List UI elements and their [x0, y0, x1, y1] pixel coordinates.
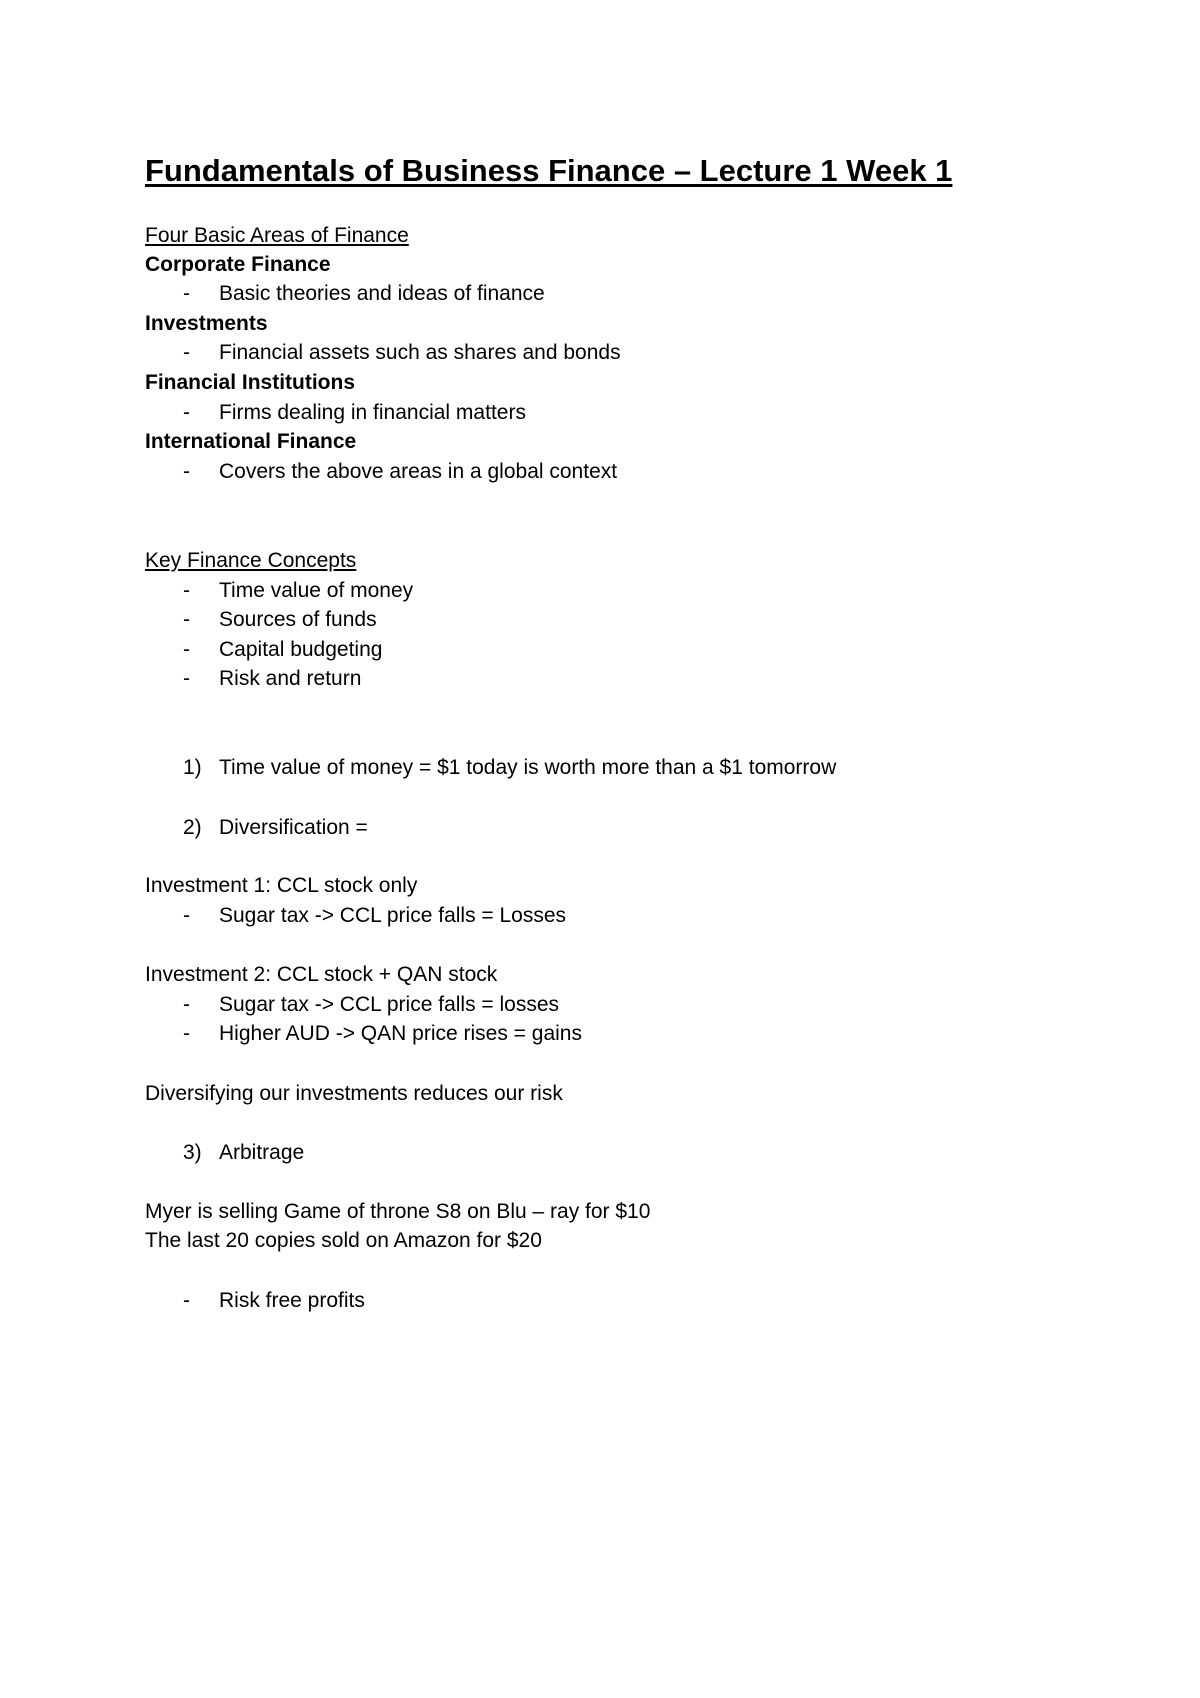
arbitrage-line: Myer is selling Game of throne S8 on Blu – ray for $10 — [145, 1200, 651, 1223]
area-name: Financial Institutions — [145, 371, 356, 394]
area-detail: Basic theories and ideas of finance — [219, 282, 545, 305]
page-title: Fundamentals of Business Finance – Lecture 1 Week 1 — [145, 153, 953, 188]
bullet-dash: - — [183, 460, 190, 483]
numbered-item: Diversification = — [219, 816, 368, 839]
concepts-heading: Key Finance Concepts — [145, 549, 357, 572]
investment-point: Sugar tax -> CCL price falls = Losses — [219, 904, 567, 927]
numbered-item: Arbitrage — [219, 1141, 305, 1164]
arbitrage-point: Risk free profits — [219, 1289, 365, 1312]
bullet-dash: - — [183, 282, 190, 305]
area-detail: Firms dealing in financial matters — [219, 401, 526, 424]
bullet-dash: - — [183, 341, 190, 364]
investment-point: Higher AUD -> QAN price rises = gains — [219, 1022, 582, 1045]
concept-item: Risk and return — [219, 667, 362, 690]
investment-label: Investment 2: CCL stock + QAN stock — [145, 963, 498, 986]
bullet-dash: - — [183, 667, 190, 690]
bullet-dash: - — [183, 993, 190, 1016]
bullet-dash: - — [183, 579, 190, 602]
concept-item: Capital budgeting — [219, 638, 383, 661]
bullet-dash: - — [183, 1022, 190, 1045]
investment-label: Investment 1: CCL stock only — [145, 874, 418, 897]
area-name: International Finance — [145, 430, 357, 453]
arbitrage-line: The last 20 copies sold on Amazon for $20 — [145, 1229, 542, 1252]
diversify-note: Diversifying our investments reduces our risk — [145, 1082, 563, 1105]
bullet-dash: - — [183, 638, 190, 661]
investment-point: Sugar tax -> CCL price falls = losses — [219, 993, 560, 1016]
area-detail: Covers the above areas in a global context — [219, 460, 618, 483]
concept-item: Sources of funds — [219, 608, 377, 631]
area-detail: Financial assets such as shares and bonds — [219, 341, 621, 364]
bullet-dash: - — [183, 1289, 190, 1312]
number-marker: 1) — [183, 756, 202, 779]
concept-item: Time value of money — [219, 579, 414, 602]
bullet-dash: - — [183, 401, 190, 424]
area-name: Investments — [145, 312, 268, 335]
area-name: Corporate Finance — [145, 253, 331, 276]
number-marker: 3) — [183, 1141, 202, 1164]
bullet-dash: - — [183, 904, 190, 927]
numbered-item: Time value of money = $1 today is worth more than a $1 tomorrow — [219, 756, 837, 779]
areas-heading: Four Basic Areas of Finance — [145, 224, 409, 247]
bullet-dash: - — [183, 608, 190, 631]
number-marker: 2) — [183, 816, 202, 839]
